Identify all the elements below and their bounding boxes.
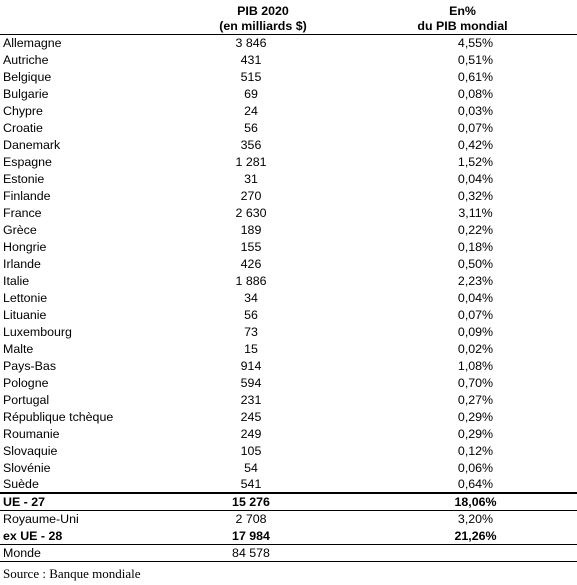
pct-cell: 0,04% [457, 171, 494, 186]
country-cell: Slovénie [3, 460, 51, 475]
total-eu28-label: ex UE - 28 [0, 528, 178, 545]
gdp-cell: 69 [244, 86, 258, 101]
pct-cell: 0,12% [457, 443, 494, 458]
table-row [0, 374, 577, 391]
total-row-eu27 [0, 493, 577, 511]
pct-cell: 0,18% [457, 239, 494, 254]
source-note: Source : Banque mondiale [3, 566, 141, 581]
total-world-pct [348, 545, 577, 562]
pct-cell: 3,11% [458, 205, 493, 220]
table-row [0, 136, 577, 153]
country-cell: Suède [3, 477, 39, 491]
total-eu28-gdp: 17 984 [178, 528, 348, 545]
gdp-cell: 431 [240, 52, 262, 67]
pct-cell: 0,27% [457, 392, 494, 407]
pct-cell: 0,06% [457, 460, 494, 475]
table-row [0, 289, 577, 306]
country-cell: Pays-Bas [3, 358, 57, 373]
country-cell: Lettonie [3, 290, 48, 305]
header-pct-line1: En% [449, 3, 476, 18]
table-row [0, 153, 577, 170]
country-cell: Irlande [3, 256, 41, 271]
gdp-cell: 155 [240, 239, 262, 254]
table-row [0, 306, 577, 323]
pct-cell: 0,29% [457, 409, 494, 424]
total-eu27-pct: 18,06% [348, 493, 577, 511]
table-row [0, 272, 577, 289]
total-row-uk [0, 511, 577, 528]
pct-cell: 0,42% [457, 137, 494, 152]
table-row [0, 459, 577, 476]
table-row [0, 85, 577, 102]
gdp-cell: 1 886 [235, 273, 267, 288]
header-pct-line2: du PIB mondial [417, 18, 508, 33]
totals-body [0, 493, 577, 562]
gdp-cell: 914 [240, 358, 262, 373]
total-uk-pct: 3,20% [457, 512, 494, 527]
table-row [0, 221, 577, 238]
total-uk-label: Royaume-Uni [3, 512, 79, 527]
table-row [0, 51, 577, 68]
header-gdp-line1: PIB 2020 [237, 3, 289, 18]
table-row [0, 170, 577, 187]
table-row [0, 68, 577, 85]
total-row-world [0, 545, 577, 562]
pct-cell: 0,50% [457, 256, 494, 271]
pct-cell: 0,22% [457, 222, 494, 237]
country-cell: Grèce [3, 222, 37, 237]
gdp-cell: 189 [240, 222, 262, 237]
gdp-cell: 54 [244, 460, 258, 475]
total-eu27-label: UE - 27 [0, 493, 178, 511]
country-cell: Espagne [3, 154, 52, 169]
gdp-cell: 594 [240, 375, 262, 390]
table-row [0, 187, 577, 204]
table-row [0, 408, 577, 425]
country-cell: Luxembourg [3, 324, 72, 339]
table-row [0, 323, 577, 340]
gdp-cell: 3 846 [235, 35, 267, 50]
total-row-eu28 [0, 528, 577, 545]
country-cell: France [3, 205, 42, 220]
country-cell: Estonie [3, 171, 45, 186]
total-world-gdp: 84 578 [178, 545, 348, 562]
gdp-cell: 270 [240, 188, 262, 203]
pct-cell: 0,07% [457, 120, 494, 135]
gdp-cell: 73 [244, 324, 258, 339]
country-cell: Italie [3, 273, 30, 288]
gdp-cell: 515 [240, 69, 262, 84]
pct-cell: 2,23% [457, 273, 494, 288]
pct-cell: 0,61% [457, 69, 494, 84]
pct-cell: 1,52% [457, 154, 494, 169]
table-row [0, 340, 577, 357]
pct-cell: 0,03% [457, 103, 494, 118]
gdp-cell: 231 [240, 392, 262, 407]
country-cell: Allemagne [3, 35, 62, 50]
total-world-label: Monde [0, 545, 178, 562]
gdp-cell: 249 [240, 426, 262, 441]
pct-cell: 0,64% [457, 477, 494, 491]
table-row [0, 425, 577, 442]
header-country-cell [0, 0, 178, 34]
gdp-cell: 541 [240, 477, 262, 491]
country-cell: Malte [3, 341, 34, 356]
gdp-cell: 356 [240, 137, 262, 152]
pct-cell: 0,02% [457, 341, 494, 356]
gdp-cell: 2 630 [235, 205, 267, 220]
pct-cell: 4,55% [457, 35, 494, 50]
total-uk-gdp: 2 708 [235, 512, 267, 527]
table-body [0, 34, 577, 493]
pct-cell: 1,08% [457, 358, 494, 373]
gdp-cell: 1 281 [235, 154, 267, 169]
table-row [0, 119, 577, 136]
header-gdp-line2: (en milliards $) [219, 18, 307, 33]
country-cell: Danemark [3, 137, 61, 152]
country-cell: République tchèque [3, 409, 114, 424]
gdp-cell: 24 [244, 103, 258, 118]
pct-cell: 0,29% [457, 426, 494, 441]
pct-cell: 0,04% [457, 290, 494, 305]
pct-cell: 0,51% [457, 52, 494, 67]
table-row [0, 204, 577, 221]
country-cell: Chypre [3, 103, 43, 118]
total-eu27-gdp: 15 276 [178, 493, 348, 511]
country-cell: Slovaquie [3, 443, 58, 458]
gdp-cell: 56 [244, 307, 258, 322]
country-cell: Hongrie [3, 239, 47, 254]
header-pct [348, 0, 577, 34]
country-cell: Bulgarie [3, 86, 49, 101]
header-gdp [178, 0, 348, 34]
country-cell: Finlande [3, 188, 51, 203]
pct-cell: 0,07% [457, 307, 494, 322]
total-eu28-pct: 21,26% [348, 528, 577, 545]
gdp-cell: 426 [240, 256, 262, 271]
country-cell: Roumanie [3, 426, 60, 441]
country-cell: Belgique [3, 69, 52, 84]
country-cell: Croatie [3, 120, 43, 135]
table-row [0, 255, 577, 272]
gdp-cell: 34 [244, 290, 258, 305]
country-cell: Autriche [3, 52, 49, 67]
gdp-cell: 105 [240, 443, 262, 458]
gdp-cell: 15 [244, 341, 258, 356]
pct-cell: 0,70% [457, 375, 494, 390]
gdp-cell: 245 [240, 409, 262, 424]
pct-cell: 0,09% [457, 324, 494, 339]
pct-cell: 0,32% [457, 188, 494, 203]
country-cell: Lituanie [3, 307, 47, 322]
pct-cell: 0,08% [457, 86, 494, 101]
table-row [0, 238, 577, 255]
table-header [0, 0, 577, 34]
table-row [0, 442, 577, 459]
table-row [0, 34, 577, 51]
table-row [0, 102, 577, 119]
table-row [0, 391, 577, 408]
gdp-cell: 56 [244, 120, 258, 135]
table-row [0, 357, 577, 374]
country-cell: Portugal [3, 392, 50, 407]
gdp-cell: 31 [244, 171, 258, 186]
country-cell: Pologne [3, 375, 49, 390]
table-row [0, 476, 577, 493]
